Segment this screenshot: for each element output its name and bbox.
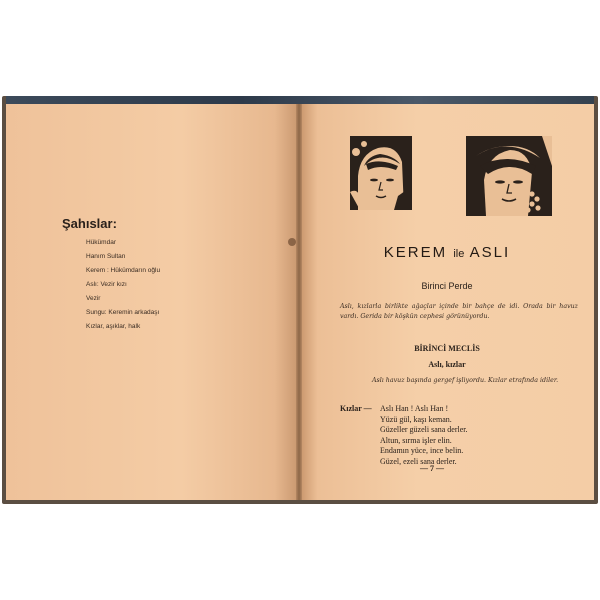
act-heading: Birinci Perde bbox=[421, 281, 473, 291]
cast-item: Sungu: Keremin arkadaşı bbox=[86, 309, 160, 316]
verse-block bbox=[380, 404, 468, 468]
page-smudge bbox=[288, 238, 296, 246]
page-number: — 7 — bbox=[420, 464, 444, 473]
scene-characters: Aslı, kızlar bbox=[428, 360, 466, 369]
woodcut-portrait-left-icon bbox=[350, 136, 412, 210]
verse-line: Güzeller güzeli sana derler. bbox=[380, 425, 468, 435]
title-part-1: KEREM bbox=[383, 244, 448, 261]
verse-line: Güzel, ezeli sana derler. bbox=[380, 456, 457, 466]
verse-line: Yüzü gül, kaşı keman. bbox=[380, 414, 452, 424]
stage-direction-2: Aslı havuz başında gergef işliyordu. Kızlar etrafında idiler. bbox=[372, 377, 559, 384]
cast-item: Kerem : Hükümdarın oğlu bbox=[86, 267, 161, 274]
verse-line: Endamın yüce, ince belin. bbox=[380, 446, 464, 456]
left-page bbox=[6, 104, 298, 500]
cast-item: Aslı: Vezir kızı bbox=[86, 281, 127, 288]
cast-item: Hükümdar bbox=[86, 239, 116, 246]
title-part-2: ile bbox=[453, 248, 465, 260]
cast-item: Kızlar, aşıklar, halk bbox=[86, 323, 141, 330]
verse-line: Altun, sırma işler elin. bbox=[380, 435, 452, 445]
play-title bbox=[300, 244, 594, 261]
verse-line: Aslı Han ! Aslı Han ! bbox=[380, 404, 449, 413]
speaker-name: Kızlar — bbox=[340, 404, 372, 413]
stage-direction: Aslı, kızlarla birlikte ağaçlar içinde bir bahçe de idi. Orada bir havuz vardı. Gerida bir köşkün cephesi görünüyordu. bbox=[340, 303, 578, 320]
cast-heading: Şahıslar: bbox=[62, 216, 117, 231]
cast-item: Vezir bbox=[86, 295, 101, 302]
woodcut-portrait-right-icon bbox=[466, 136, 552, 216]
book-gutter bbox=[296, 104, 302, 500]
cast-item: Hanım Sultan bbox=[86, 253, 126, 260]
scene-heading: BİRİNCİ MECLİS bbox=[414, 344, 480, 353]
title-part-3: ASLI bbox=[469, 244, 511, 261]
